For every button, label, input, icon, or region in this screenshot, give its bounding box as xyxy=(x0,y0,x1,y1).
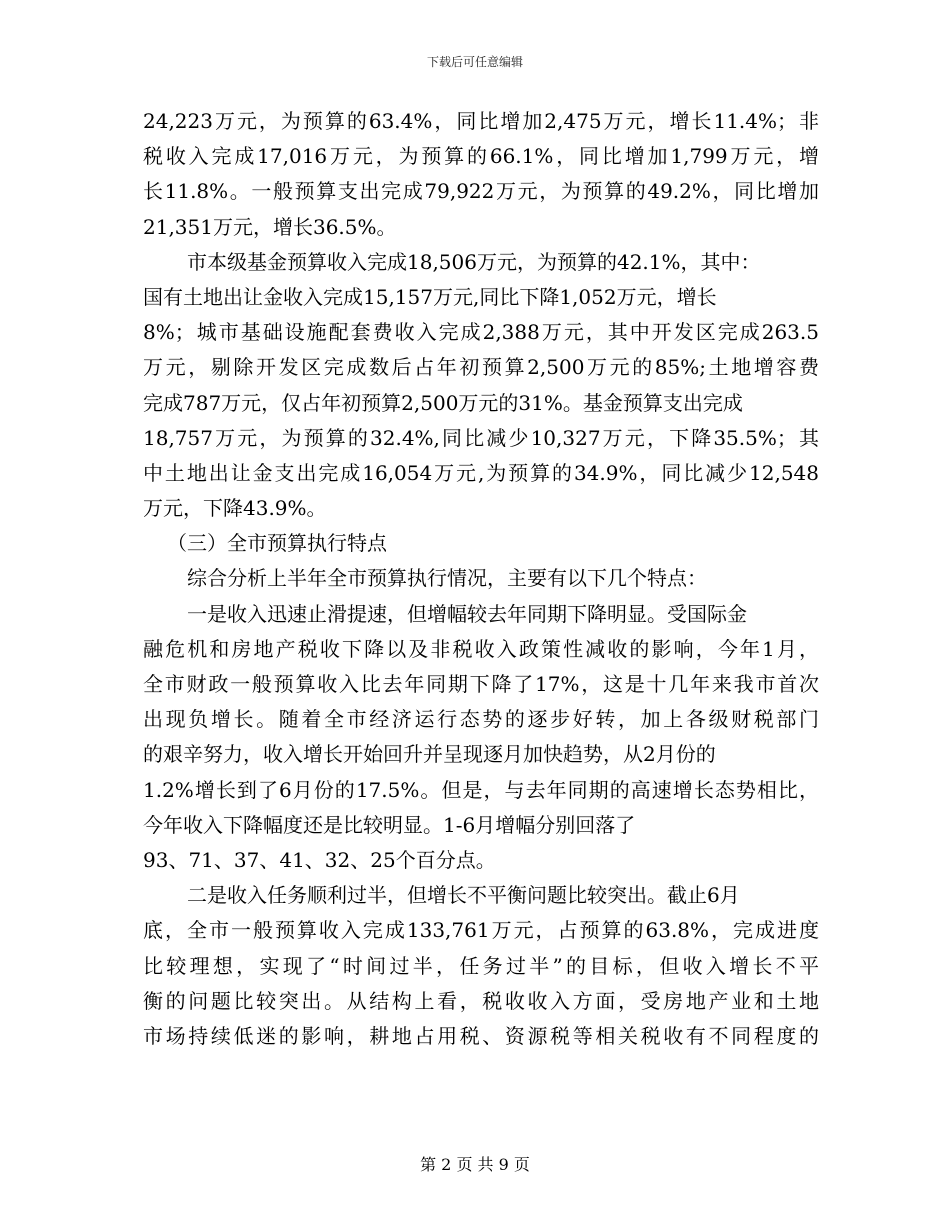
text-line: 底，全市一般预算收入完成133,761万元，占预算的63.8%，完成进度 xyxy=(143,918,819,943)
text-line: 完成787万元，仅占年初预算2,500万元的31%。基金预算支出完成 xyxy=(143,390,743,415)
text-line: 综合分析上半年全市预算执行情况，主要有以下几个特点： xyxy=(187,566,707,591)
text-line: 国有土地出让金收入完成15,157万元,同比下降1,052万元，增长 xyxy=(143,284,717,309)
text-line: 比较理想，实现了“时间过半，任务过半”的目标，但收入增长不平 xyxy=(143,953,819,978)
text-line: 1.2%增长到了6月份的17.5%。但是，与去年同期的高速增长态势相比， xyxy=(143,777,819,802)
page-number: 第 2 页 共 9 页 xyxy=(420,1155,530,1174)
text-line: 衡的问题比较突出。从结构上看，税收收入方面，受房地产业和土地 xyxy=(143,988,819,1013)
text-line: 一是收入迅速止滑提速，但增幅较去年同期下降明显。受国际金 xyxy=(187,601,747,626)
text-line: 21,351万元，增长36.5%。 xyxy=(143,214,397,239)
text-line: 24,223万元，为预算的63.4%，同比增加2,475万元，增长11.4%；非 xyxy=(143,109,819,133)
text-line: 税收入完成17,016万元，为预算的66.1%，同比增加1,799万元，增 xyxy=(143,144,819,169)
text-line: 市场持续低迷的影响，耕地占用税、资源税等相关税收有不同程度的 xyxy=(143,1023,819,1048)
text-line: 8%；城市基础设施配套费收入完成2,388万元，其中开发区完成263.5 xyxy=(143,320,819,345)
text-line: 93、71、37、41、32、25个百分点。 xyxy=(143,847,496,872)
text-line: 长11.8%。一般预算支出完成79,922万元，为预算的49.2%，同比增加 xyxy=(143,179,819,204)
text-line: 全市财政一般预算收入比去年同期下降了17%，这是十几年来我市首次 xyxy=(143,672,819,696)
text-line: 二是收入任务顺利过半，但增长不平衡问题比较突出。截止6月 xyxy=(187,883,740,908)
section-heading: （三）全市预算执行特点 xyxy=(167,531,387,556)
text-line: 市本级基金预算收入完成18,506万元，为预算的42.1%，其中： xyxy=(187,249,761,274)
text-line: 中土地出让金支出完成16,054万元,为预算的34.9%，同比减少12,548 xyxy=(143,460,819,485)
text-line: 万元，剔除开发区完成数后占年初预算2,500万元的85%;土地增容费 xyxy=(143,355,819,380)
text-line: 出现负增长。随着全市经济运行态势的逐步好转，加上各级财税部门 xyxy=(143,707,819,732)
text-line: 的艰辛努力，收入增长开始回升并呈现逐月加快趋势，从2月份的 xyxy=(143,742,716,767)
text-line: 今年收入下降幅度还是比较明显。1-6月增幅分别回落了 xyxy=(143,812,636,837)
text-line: 融危机和房地产税收下降以及非税收入政策性减收的影响，今年1月， xyxy=(143,636,819,661)
text-line: 万元，下降43.9%。 xyxy=(143,496,327,521)
text-line: 18,757万元，为预算的32.4%,同比减少10,327万元，下降35.5%；其 xyxy=(143,425,819,450)
document-body xyxy=(143,104,819,1054)
page-header-note: 下载后可任意编辑 xyxy=(426,55,523,69)
